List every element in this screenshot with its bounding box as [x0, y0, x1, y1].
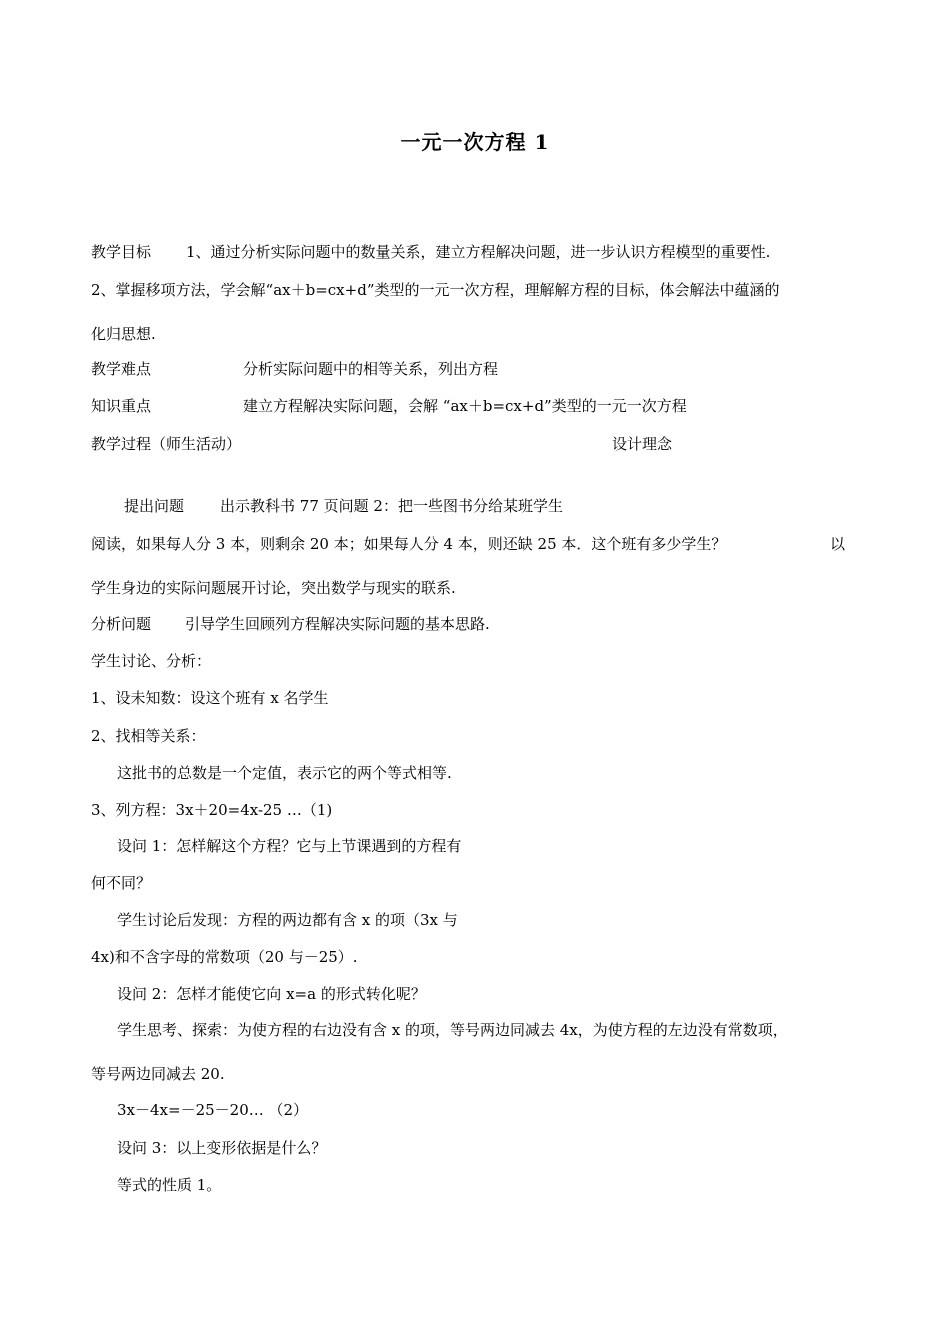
- finding-cont: 4x)和不含字母的常数项（20 与－25）.: [91, 948, 358, 966]
- equation-2: 3x－4x=－25－20… （2）: [117, 1101, 309, 1119]
- question-1-cont: 何不同？: [91, 874, 152, 892]
- key-point-text: 建立方程解决实际问题，会解 “ax＋b=cx+d”类型的一元一次方程: [243, 397, 687, 415]
- question-2: 设问 2：怎样才能使它向 x=a 的形式转化呢？: [117, 985, 426, 1003]
- discuss-line: 学生讨论、分析：: [91, 652, 212, 670]
- explore-cont: 等号两边同减去 20.: [91, 1065, 225, 1083]
- raise-problem-line: [124, 496, 563, 516]
- finding: 学生讨论后发现：方程的两边都有含 x 的项（3x 与: [117, 911, 458, 929]
- design-note-2: 学生身边的实际问题展开讨论，突出数学与现实的联系.: [91, 579, 456, 597]
- difficulty-text: 分析实际问题中的相等关系，列出方程: [243, 360, 499, 378]
- question-1: 设问 1：怎样解这个方程？它与上节课遇到的方程有: [117, 837, 462, 855]
- difficulty-line: [91, 359, 498, 379]
- design-label: 设计理念: [612, 435, 673, 453]
- key-point-line: [91, 396, 687, 416]
- process-label: 教学过程（师生活动）: [91, 435, 242, 453]
- step-1: 1、设未知数：设这个班有 x 名学生: [91, 689, 329, 707]
- question-3: 设问 3：以上变形依据是什么？: [117, 1139, 327, 1157]
- answer-3: 等式的性质 1。: [117, 1176, 222, 1194]
- raise-problem-label: 提出问题: [124, 497, 185, 515]
- objective-item-2-cont: 化归思想.: [91, 325, 156, 343]
- analyze-text: 引导学生回顾列方程解决实际问题的基本思路.: [185, 615, 490, 633]
- objectives-line-1: [91, 242, 770, 262]
- explore: 学生思考、探索：为使方程的右边没有含 x 的项，等号两边同减去 4x，为使方程的左边没有常数项，: [117, 1021, 788, 1039]
- step-2: 2、找相等关系：: [91, 727, 206, 745]
- raise-problem-text-2: 阅读，如果每人分 3 本，则剩余 20 本；如果每人分 4 本，则还缺 25 本．这个班有多少学生？: [91, 535, 727, 553]
- step-3: 3、列方程：3x＋20=4x-25 …（1): [91, 801, 333, 819]
- step-2-text: 这批书的总数是一个定值，表示它的两个等式相等.: [117, 764, 452, 782]
- analyze-label: 分析问题: [91, 615, 152, 633]
- objective-item-1: 1、通过分析实际问题中的数量关系，建立方程解决问题，进一步认识方程模型的重要性.: [186, 243, 771, 261]
- raise-problem-text: 出示教科书 77 页问题 2：把一些图书分给某班学生: [220, 497, 563, 515]
- difficulty-label: 教学难点: [91, 360, 152, 378]
- objective-item-2: 2、掌握移项方法，学会解“ax＋b=cx+d”类型的一元一次方程，理解解方程的目标，体会解法中蕴涵的: [91, 281, 780, 299]
- objectives-label: 教学目标: [91, 243, 152, 261]
- page-title: 一元一次方程 1: [400, 130, 550, 154]
- analyze-line: [91, 614, 490, 634]
- key-point-label: 知识重点: [91, 397, 152, 415]
- design-note-1: 以: [830, 535, 846, 553]
